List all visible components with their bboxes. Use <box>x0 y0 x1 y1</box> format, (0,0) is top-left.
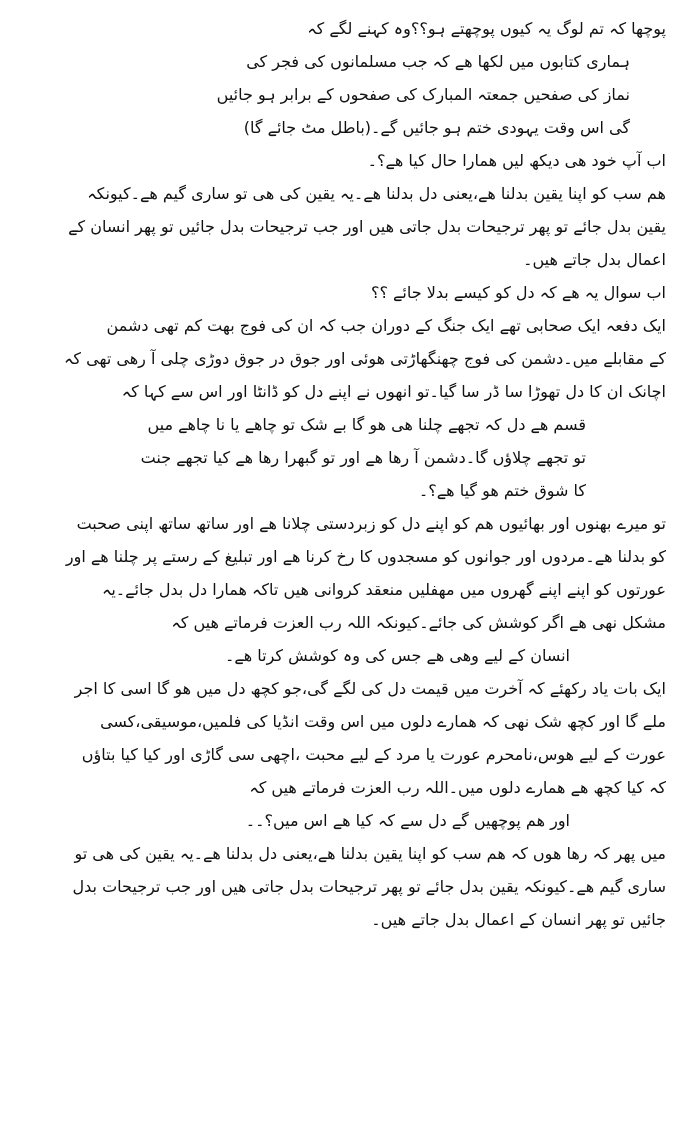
quote-line: کا شوق ختم ھو گیا ھے؟۔ <box>418 481 586 500</box>
text-line: تو میرے بھنوں اور بھائیوں ھم کو اپنے دل کو زبردستی چلانا ھے اور ساتھ ساتھ اپنی صحبت <box>76 514 666 533</box>
text-line: یقین بدل جائے تو پھر ترجیحات بدل جاتی ھیں اور جب ترجیحات بدل جائیں تو پھر انسان کے <box>68 217 666 236</box>
text-line: ایک دفعہ ایک صحابی تھے ایک جنگ کے دوران جب کہ ان کی فوج بھت کم تھی دشمن <box>106 316 666 335</box>
quote-line: قسم ھے دل کہ تجھے چلنا ھی ھو گا بے شک تو چاھے یا نا چاھے میں <box>147 415 586 434</box>
text-line: عورتوں کو اپنے اپنے گھروں میں مھفلیں منعقد کروانی ھیں تاکہ ھمارا دل بدل جائے۔یہ <box>101 580 666 599</box>
quote-line: انسان کے لیے وھی ھے جس کی وہ کوشش کرتا ھے۔ <box>224 646 570 665</box>
text-line: عورت کے لیے ھوس،نامحرم عورت یا مرد کے لیے محبت ،اچھی سی گاڑی اور کیا کیا بتاؤں <box>81 745 666 764</box>
text-line: کو بدلنا ھے۔مردوں اور جوانوں کو مسجدوں کا رخ کرنا ھے اور تبلیغ کے رستے پر چلنا ھے اور <box>65 547 666 566</box>
text-line: جائیں تو پھر انسان کے اعمال بدل جاتے ھیں۔ <box>371 910 666 929</box>
quote-line: گی اس وقت یہودی ختم ہو جائیں گے۔(باطل مٹ جائے گا) <box>243 118 630 137</box>
text-line: اعمال بدل جاتے ھیں۔ <box>523 250 666 269</box>
text-line: کہ کیا کچھ ھے ھمارے دلوں میں۔اللہ رب العزت فرماتے ھیں کہ <box>249 778 666 797</box>
quote-line: اور ھم پوچھیں گے دل سے کہ کیا ھے اس میں؟۔۔ <box>245 811 570 830</box>
quote-line: تو تجھے چلاؤں گا۔دشمن آ رھا ھے اور تو گبھرا رھا ھے کیا تجھے جنت <box>140 448 586 467</box>
text-line: پوچھا کہ تم لوگ یہ کیوں پوچھتے ہو؟؟وہ کہنے لگے کہ <box>307 19 666 38</box>
text-line: ایک بات یاد رکھئے کہ آخرت میں قیمت دل کی لگے گی،جو کچھ دل میں ھو گا اسی کا اجر <box>74 679 666 698</box>
text-line: اب سوال یہ ھے کہ دل کو کیسے بدلا جائے ؟؟ <box>370 283 666 302</box>
text-line: کے مقابلے میں۔دشمن کی فوج چھنگھاڑتی ھوئی اور جوق در جوق دوڑی چلی آ رھی تھی کہ <box>64 349 666 368</box>
quote-line: ہماری کتابوں میں لکھا ھے کہ جب مسلمانوں کی فجر کی <box>246 52 630 71</box>
quote-line: نماز کی صفحیں جمعتہ المبارک کی صفحوں کے برابر ہو جائیں <box>216 85 630 104</box>
text-line: اب آپ خود ھی دیکھ لیں ھمارا حال کیا ھے؟۔ <box>367 151 666 170</box>
text-line: میں پھر کہ رھا ھوں کہ ھم سب کو اپنا یقین بدلنا ھے،یعنی دل بدلنا ھے۔یہ یقین کی ھی تو <box>74 844 666 863</box>
text-line: اچانک ان کا دل تھوڑا سا ڈر سا گیا۔تو انھوں نے اپنے دل کو ڈانٹا اور اس سے کہا کہ <box>121 382 666 401</box>
text-line: ھم سب کو اپنا یقین بدلنا ھے،یعنی دل بدلنا ھے۔یہ یقین کی ھی تو ساری گیم ھے۔کیونکہ <box>87 184 666 203</box>
text-line: ملے گا اور کچھ شک نھی کہ ھمارے دلوں میں اس وقت انڈیا کی فلمیں،موسیقی،کسی <box>100 712 666 731</box>
text-line: مشکل نھی ھے اگر کوشش کی جائے۔کیونکہ اللہ رب العزت فرماتے ھیں کہ <box>171 613 666 632</box>
text-line: ساری گیم ھے۔کیونکہ یقین بدل جائے تو پھر ترجیحات بدل جاتی ھیں اور جب ترجیحات بدل <box>72 877 666 896</box>
